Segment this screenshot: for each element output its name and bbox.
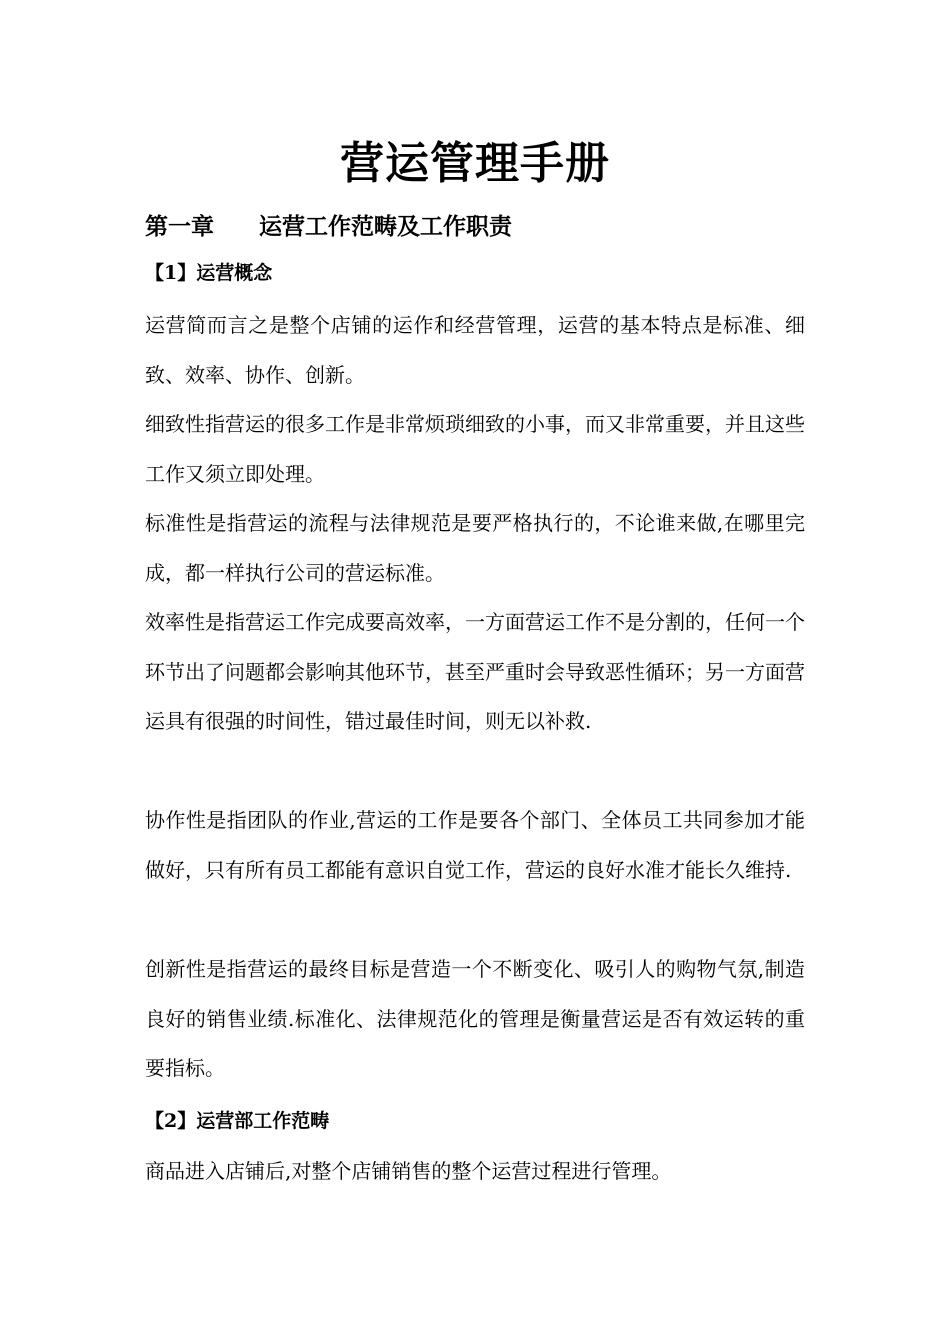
section-heading: 【1】运营概念 xyxy=(145,262,273,284)
chapter-heading xyxy=(145,207,512,247)
paragraph: 效率性是指营运工作完成要高效率，一方面营运工作不是分割的，任何一个环节出了问题都会影响其他环节，甚至严重时会导致恶性循环；另一方面营运具有很强的时间性，错过最佳时间，则无以补救. xyxy=(145,610,805,733)
paragraph: 协作性是指团队的作业,营运的工作是要各个部门、全体员工共同参加才能做好，只有所有员工都能有意识自觉工作，营运的良好水准才能长久维持. xyxy=(145,808,805,882)
chapter-title: 运营工作范畴及工作职责 xyxy=(259,213,512,240)
paragraph: 商品进入店铺后,对整个店铺销售的整个运营过程进行管理。 xyxy=(145,1159,672,1183)
document-title: 营运管理手册 xyxy=(340,138,610,189)
paragraph: 标准性是指营运的流程与法律规范是要严格执行的，不论谁来做,在哪里完成，都一样执行公司的营运标准。 xyxy=(145,511,805,585)
paragraph: 运营简而言之是整个店铺的运作和经营管理，运营的基本特点是标准、细致、效率、协作、创新。 xyxy=(145,313,805,387)
paragraph: 细致性指营运的很多工作是非常烦琐细致的小事，而又非常重要，并且这些工作又须立即处理。 xyxy=(145,412,805,486)
section-heading: 【2】运营部工作范畴 xyxy=(145,1110,330,1132)
paragraph: 创新性是指营运的最终目标是营造一个不断变化、吸引人的购物气氛,制造良好的销售业绩.标准化、法律规范化的管理是衡量营运是否有效运转的重要指标。 xyxy=(145,957,805,1080)
chapter-number: 第一章 xyxy=(145,213,214,240)
